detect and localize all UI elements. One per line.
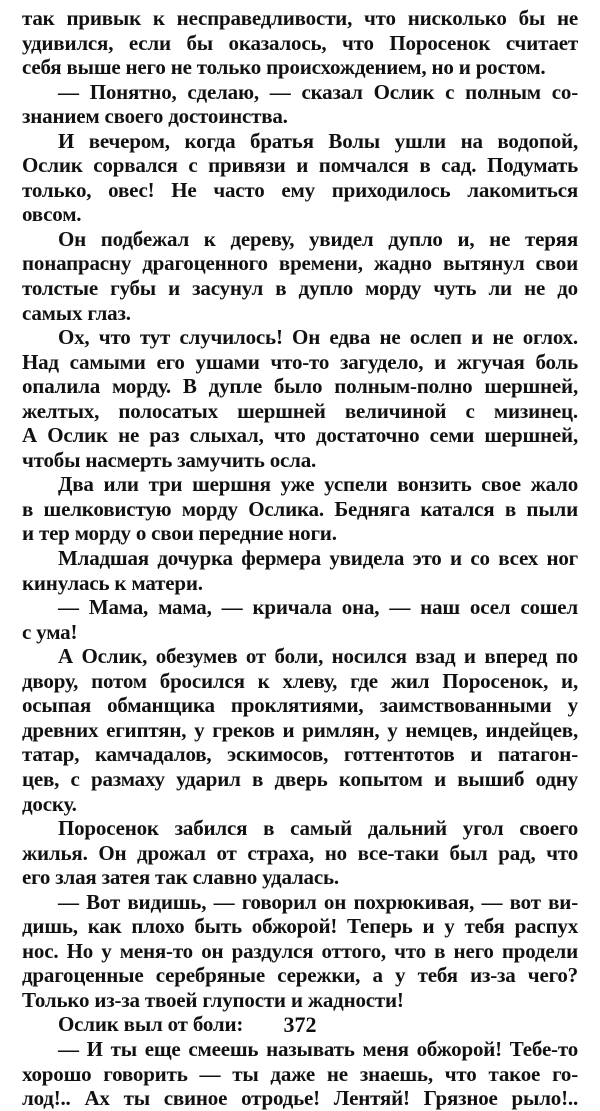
- text-line: хорошо говорить — ты даже не знаешь, что такое го-: [22, 1061, 578, 1086]
- text-line: его злая затея так славно удалась.: [22, 865, 339, 890]
- text-line: только, овес! Не часто ему приходилось лакомиться: [22, 177, 578, 202]
- text-line: двору, потом бросился к хлеву, где жил Поросенок, и,: [22, 668, 578, 693]
- text-line: Он подбежал к дереву, увидел дупло и, не теряя: [58, 226, 578, 251]
- text-line: в шелковистую морду Ослика. Бедняга катался в пыли: [22, 496, 578, 521]
- text-line: овсом.: [22, 202, 82, 227]
- text-line: с ума!: [22, 619, 78, 644]
- text-line: Поросенок забился в самый дальний угол своего: [58, 816, 578, 841]
- text-line: чтобы насмерть замучить осла.: [22, 447, 317, 472]
- text-line: цев, с размаху ударил в дверь копытом и вышиб одну: [22, 766, 578, 791]
- text-line: — И ты еще смеешь называть меня обжорой! Тебе-то: [58, 1036, 578, 1061]
- text-line: кинулась к матери.: [22, 570, 203, 595]
- text-line: удивился, если бы оказалось, что Поросенок считает: [22, 30, 578, 55]
- text-line: Ослик выл от боли:: [58, 1012, 244, 1037]
- text-line: Два или три шершня уже успели вонзить свое жало: [58, 472, 578, 497]
- text-line: толстые губы и засунул в дупло морду чуть ли не до: [22, 276, 578, 301]
- text-line: опалила морду. В дупле было полным-полно шершней,: [22, 374, 578, 399]
- text-line: желтых, полосатых шершней величиной с мизинец.: [22, 398, 578, 423]
- text-line: — Мама, мама, — кричала она, — наш осел сошел: [58, 595, 578, 620]
- text-line: А Ослик, обезумев от боли, носился взад и вперед по: [58, 644, 578, 669]
- text-line: осыпая обманщика проклятиями, заимствованными у: [22, 693, 578, 718]
- text-line: доску.: [22, 791, 77, 816]
- text-line: себя выше него не только происхождением, но и ростом.: [22, 55, 546, 80]
- text-line: и тер морду о свои передние ноги.: [22, 521, 337, 546]
- text-line: понапрасну драгоценного времени, жадно вытянул свои: [22, 251, 578, 276]
- text-line: — Понятно, сделаю, — сказал Ослик с полным со-: [58, 79, 578, 104]
- text-line: Ослик сорвался с привязи и помчался в сад. Подумать: [22, 153, 578, 178]
- text-line: жилья. Он дрожал от страха, но все-таки был рад, что: [22, 840, 578, 865]
- text-line: древних египтян, у греков и римлян, у немцев, индейцев,: [22, 717, 578, 742]
- text-line: самых глаз.: [22, 300, 131, 325]
- text-line: нос. Но у меня-то он раздулся оттого, что в него продели: [22, 938, 578, 963]
- text-line: Младшая дочурка фермера увидела это и со всех ног: [58, 546, 578, 571]
- text-line: Ох, что тут случилось! Он едва не ослеп и не оглох.: [58, 325, 578, 350]
- text-line: драгоценные серебряные сережки, а у тебя из-за чего?: [22, 963, 578, 988]
- text-line: Над самыми его ушами что-то загудело, и жгучая боль: [22, 349, 578, 374]
- text-line: татар, камчадалов, эскимосов, готтентотов и патагон-: [22, 742, 578, 767]
- text-line: дишь, как плохо быть обжорой! Теперь и у тебя распух: [22, 914, 578, 939]
- text-line: — Вот видишь, — говорил он похрюкивая, — вот ви-: [58, 889, 578, 914]
- page-number: 372: [283, 1012, 317, 1037]
- text-line: знанием своего достоинства.: [22, 104, 288, 129]
- text-line: И вечером, когда братья Волы ушли на водопой,: [58, 128, 578, 153]
- text-line: так привык к несправедливости, что нисколько бы не: [22, 6, 578, 30]
- page-text-body: [22, 6, 578, 1111]
- text-line: лод!.. Ах ты свиное отродье! Лентяй! Грязное рыло!..: [22, 1086, 578, 1111]
- text-line: Только из-за твоей глупости и жадности!: [22, 987, 404, 1012]
- text-line: А Ослик не раз слыхал, что достаточно семи шершней,: [22, 423, 578, 448]
